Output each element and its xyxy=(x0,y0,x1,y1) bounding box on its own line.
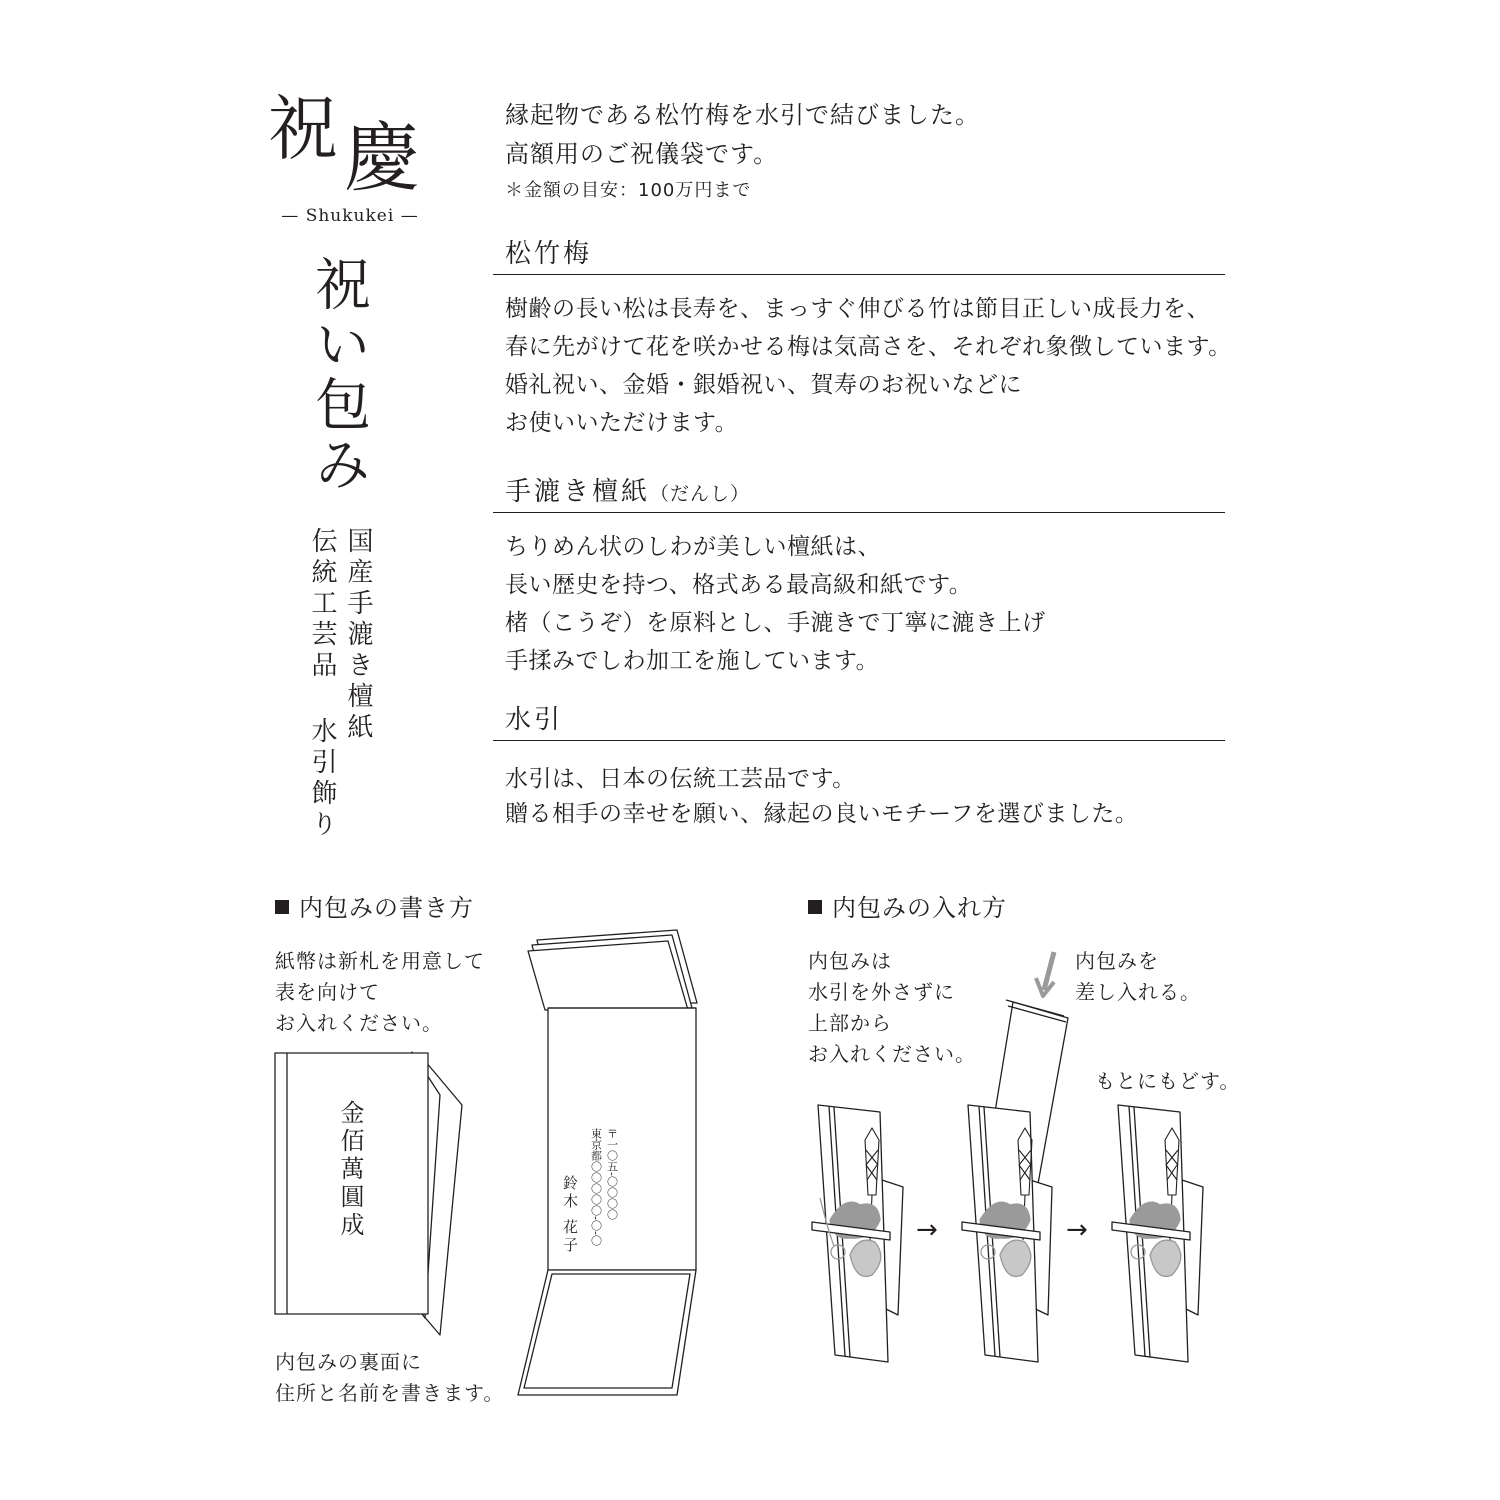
insert-end-line: もとにもどす。 xyxy=(1095,1069,1241,1093)
write-instruction-line: 表を向けて xyxy=(275,980,380,1004)
section-line: 手揉みでしわ加工を施しています。 xyxy=(505,648,880,674)
logo-subtitle: — Shukukei — xyxy=(281,206,419,226)
howto-insert-header: 内包みの入れ方 xyxy=(808,888,1007,923)
section-line: 水引は、日本の伝統工芸品です。 xyxy=(505,766,856,792)
insert-step-line: 差し入れる。 xyxy=(1075,980,1201,1004)
section-title-shochikubai: 松竹梅 xyxy=(505,239,593,269)
section-line: 春に先がけて花を咲かせる梅は気高さを、それぞれ象徴しています。 xyxy=(505,334,1232,360)
section-line: 贈る相手の幸せを願い、縁起の良いモチーフを選びました。 xyxy=(505,801,1139,827)
back-address-text: 東京都〇〇〇〇〇-〇-〇 xyxy=(589,1128,603,1246)
inner-wrap-front-illustration xyxy=(275,1052,462,1335)
section-title-mizuhiki: 水引 xyxy=(505,705,564,735)
insert-instruction-line: お入れください。 xyxy=(808,1042,976,1066)
envelope-step-1-illustration xyxy=(812,1105,903,1362)
vertical-product-title: 祝い包み xyxy=(306,255,371,495)
section-line: 樹齢の長い松は長寿を、まっすぐ伸びる竹は節目正しい成長力を、 xyxy=(505,296,1210,322)
section-line: お使いいただけます。 xyxy=(505,410,739,436)
vertical-meta-paper: 国産手漉き檀紙 xyxy=(343,527,373,744)
arrow-step-1: → xyxy=(916,1215,938,1245)
vertical-meta-mizuhiki: 伝統工芸品 水引飾り xyxy=(307,527,337,841)
insert-step-line: 内包みを xyxy=(1075,949,1159,973)
arrow-step-2: → xyxy=(1066,1215,1088,1245)
logo-char-2: 慶 xyxy=(344,113,418,202)
write-back-line: 内包みの裏面に xyxy=(275,1350,422,1374)
envelope-step-2-illustration xyxy=(962,952,1068,1362)
front-amount-text: 金佰萬圓成 xyxy=(336,1100,364,1240)
insert-instruction-line: 水引を外さずに xyxy=(808,980,955,1004)
amount-note: ＊金額の目安：100万円まで xyxy=(505,180,752,201)
howto-write-header: 内包みの書き方 xyxy=(275,888,474,923)
intro-line-2: 高額用のご祝儀袋です。 xyxy=(505,140,779,168)
logo-char-1: 祝 xyxy=(268,88,336,170)
insert-instruction-line: 上部から xyxy=(808,1011,892,1035)
section-line: 長い歴史を持つ、格式ある最高級和紙です。 xyxy=(505,572,973,598)
write-instruction-line: お入れください。 xyxy=(275,1011,443,1035)
inner-wrap-back-illustration xyxy=(518,930,697,1395)
section-line: ちりめん状のしわが美しい檀紙は、 xyxy=(505,534,881,560)
write-back-line: 住所と名前を書きます。 xyxy=(275,1381,505,1405)
back-postal-text: 〒一〇五-〇〇〇〇 xyxy=(605,1128,619,1220)
section-title-danshi: 手漉き檀紙（だんし） xyxy=(505,477,751,507)
section-line: 楮（こうぞ）を原料とし、手漉きで丁寧に漉き上げ xyxy=(505,610,1046,636)
section-line: 婚礼祝い、金婚・銀婚祝い、賀寿のお祝いなどに xyxy=(505,372,1022,398)
write-instruction-line: 紙幣は新札を用意して xyxy=(275,949,485,973)
envelope-step-3-illustration xyxy=(1112,1105,1203,1362)
back-name-text: 鈴木 花子 xyxy=(561,1175,579,1255)
insert-instruction-line: 内包みは xyxy=(808,949,892,973)
intro-line-1: 縁起物である松竹梅を水引で結びました。 xyxy=(505,101,980,129)
